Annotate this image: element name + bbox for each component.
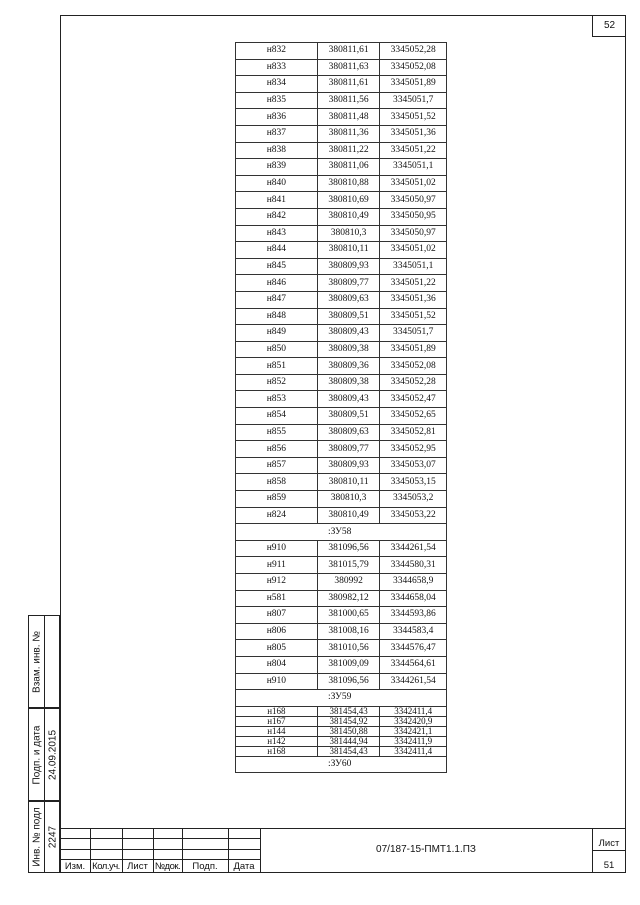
x-coord-cell: 380811,61: [317, 43, 380, 60]
point-id-cell: н824: [236, 507, 318, 524]
x-coord-cell: 380982,12: [317, 590, 380, 607]
y-coord-cell: 3345050,97: [380, 225, 447, 242]
table-row: [236, 208, 447, 225]
x-coord-cell: 381450,88: [317, 726, 380, 736]
point-id-cell: н912: [236, 574, 318, 591]
table-row: [236, 673, 447, 690]
point-id-cell: н846: [236, 275, 318, 292]
y-coord-cell: 3344593,86: [380, 607, 447, 624]
section-label: :ЗУ58: [236, 524, 447, 541]
point-id-cell: н843: [236, 225, 318, 242]
x-coord-cell: 381454,92: [317, 716, 380, 726]
y-coord-cell: 3344261,54: [380, 540, 447, 557]
x-coord-cell: 380809,43: [317, 325, 380, 342]
point-id-cell: н832: [236, 43, 318, 60]
x-coord-cell: 380809,51: [317, 408, 380, 425]
x-coord-cell: 381444,94: [317, 736, 380, 746]
table-row: [236, 640, 447, 657]
y-coord-cell: 3342420,9: [380, 716, 447, 726]
table-row: [236, 706, 447, 716]
x-coord-cell: 380809,38: [317, 374, 380, 391]
side-stamp-vzam: [28, 615, 60, 708]
table-row: [236, 623, 447, 640]
x-coord-cell: 381009,09: [317, 656, 380, 673]
table-row: [236, 125, 447, 142]
point-id-cell: н854: [236, 408, 318, 425]
point-id-cell: н168: [236, 706, 318, 716]
y-coord-cell: 3344564,61: [380, 656, 447, 673]
point-id-cell: н833: [236, 59, 318, 76]
point-id-cell: н911: [236, 557, 318, 574]
point-id-cell: н834: [236, 76, 318, 93]
x-coord-cell: 380811,63: [317, 59, 380, 76]
table-row: [236, 408, 447, 425]
x-coord-cell: 380809,77: [317, 441, 380, 458]
y-coord-cell: 3345052,95: [380, 441, 447, 458]
table-row: [236, 716, 447, 726]
table-row: [236, 242, 447, 259]
title-block: [60, 828, 626, 873]
point-id-cell: н844: [236, 242, 318, 259]
y-coord-cell: 3345051,22: [380, 142, 447, 159]
section-row: [236, 756, 447, 773]
x-coord-cell: 380809,51: [317, 308, 380, 325]
y-coord-cell: 3345052,81: [380, 424, 447, 441]
izm-label: Изм.: [64, 861, 86, 872]
y-coord-cell: 3344658,9: [380, 574, 447, 591]
x-coord-cell: 380992: [317, 574, 380, 591]
y-coord-cell: 3345051,7: [380, 92, 447, 109]
inv-podl-label: Инв. № подл: [31, 807, 42, 867]
x-coord-cell: 381096,56: [317, 673, 380, 690]
x-coord-cell: 380809,38: [317, 341, 380, 358]
x-coord-cell: 380809,63: [317, 424, 380, 441]
table-row: [236, 736, 447, 746]
x-coord-cell: 381096,56: [317, 540, 380, 557]
point-id-cell: н836: [236, 109, 318, 126]
table-row: [236, 175, 447, 192]
table-row: [236, 275, 447, 292]
table-row: [236, 258, 447, 275]
table-row: [236, 325, 447, 342]
y-coord-cell: 3345053,15: [380, 474, 447, 491]
y-coord-cell: 3345051,7: [380, 325, 447, 342]
table-row: [236, 507, 447, 524]
point-id-cell: н842: [236, 208, 318, 225]
point-id-cell: н858: [236, 474, 318, 491]
x-coord-cell: 380811,06: [317, 159, 380, 176]
sheet-label: Лист: [598, 838, 620, 849]
x-coord-cell: 380811,48: [317, 109, 380, 126]
y-coord-cell: 3345053,07: [380, 457, 447, 474]
table-row: [236, 491, 447, 508]
point-id-cell: н859: [236, 491, 318, 508]
table-row: [236, 43, 447, 60]
section-row: [236, 690, 447, 707]
x-coord-cell: 380809,77: [317, 275, 380, 292]
y-coord-cell: 3345051,52: [380, 109, 447, 126]
table-row: [236, 92, 447, 109]
x-coord-cell: 380809,36: [317, 358, 380, 375]
y-coord-cell: 3345052,47: [380, 391, 447, 408]
sheet-number: 51: [603, 860, 615, 871]
section-label: :ЗУ59: [236, 690, 447, 707]
podp-label: Подп.: [192, 861, 218, 872]
ndok-label: №док.: [154, 861, 181, 872]
point-id-cell: н806: [236, 623, 318, 640]
x-coord-cell: 380809,93: [317, 258, 380, 275]
point-id-cell: н845: [236, 258, 318, 275]
x-coord-cell: 381010,56: [317, 640, 380, 657]
table-row: [236, 574, 447, 591]
point-id-cell: н839: [236, 159, 318, 176]
y-coord-cell: 3345051,22: [380, 275, 447, 292]
table-row: [236, 308, 447, 325]
point-id-cell: н142: [236, 736, 318, 746]
table-row: [236, 59, 447, 76]
table-row: [236, 540, 447, 557]
x-coord-cell: 380810,49: [317, 507, 380, 524]
x-coord-cell: 380811,22: [317, 142, 380, 159]
x-coord-cell: 380809,63: [317, 291, 380, 308]
podp-date-value: 24.09.2015: [47, 729, 59, 780]
point-id-cell: н805: [236, 640, 318, 657]
table-row: [236, 374, 447, 391]
x-coord-cell: 380810,3: [317, 225, 380, 242]
y-coord-cell: 3345052,08: [380, 59, 447, 76]
x-coord-cell: 381454,43: [317, 746, 380, 756]
y-coord-cell: 3345051,1: [380, 159, 447, 176]
x-coord-cell: 380810,69: [317, 192, 380, 209]
table-row: [236, 441, 447, 458]
podp-data-label: Подп. и дата: [31, 725, 42, 784]
y-coord-cell: 3345050,97: [380, 192, 447, 209]
side-stamp-podp: [28, 708, 60, 801]
table-row: [236, 76, 447, 93]
x-coord-cell: 380810,11: [317, 474, 380, 491]
y-coord-cell: 3345051,02: [380, 242, 447, 259]
point-id-cell: н167: [236, 716, 318, 726]
y-coord-cell: 3345051,52: [380, 308, 447, 325]
x-coord-cell: 380810,88: [317, 175, 380, 192]
y-coord-cell: 3345052,28: [380, 43, 447, 60]
y-coord-cell: 3345051,36: [380, 125, 447, 142]
point-id-cell: н849: [236, 325, 318, 342]
table-row: [236, 291, 447, 308]
y-coord-cell: 3342411,4: [380, 746, 447, 756]
section-label: :ЗУ60: [236, 756, 447, 773]
y-coord-cell: 3344261,54: [380, 673, 447, 690]
table-row: [236, 358, 447, 375]
y-coord-cell: 3345051,02: [380, 175, 447, 192]
y-coord-cell: 3345052,28: [380, 374, 447, 391]
y-coord-cell: 3345052,65: [380, 408, 447, 425]
koluch-label: Кол.уч.: [92, 861, 120, 872]
x-coord-cell: 381000,65: [317, 607, 380, 624]
table-row: [236, 457, 447, 474]
x-coord-cell: 381008,16: [317, 623, 380, 640]
y-coord-cell: 3345051,1: [380, 258, 447, 275]
y-coord-cell: 3344583,4: [380, 623, 447, 640]
point-id-cell: н910: [236, 540, 318, 557]
point-id-cell: н851: [236, 358, 318, 375]
y-coord-cell: 3345051,36: [380, 291, 447, 308]
point-id-cell: н853: [236, 391, 318, 408]
y-coord-cell: 3345052,08: [380, 358, 447, 375]
table-row: [236, 590, 447, 607]
point-id-cell: н840: [236, 175, 318, 192]
point-id-cell: н852: [236, 374, 318, 391]
table-row: [236, 557, 447, 574]
point-id-cell: н847: [236, 291, 318, 308]
y-coord-cell: 3345053,2: [380, 491, 447, 508]
document-code: 07/187-15-ПМТ1.1.ПЗ: [376, 844, 476, 855]
point-id-cell: н807: [236, 607, 318, 624]
table-row: [236, 142, 447, 159]
x-coord-cell: 380810,3: [317, 491, 380, 508]
table-row: [236, 109, 447, 126]
coordinates-table: [235, 42, 447, 773]
point-id-cell: н850: [236, 341, 318, 358]
point-id-cell: н835: [236, 92, 318, 109]
point-id-cell: н168: [236, 746, 318, 756]
x-coord-cell: 380809,43: [317, 391, 380, 408]
table-row: [236, 474, 447, 491]
table-row: [236, 726, 447, 736]
y-coord-cell: 3345051,89: [380, 341, 447, 358]
vzam-label: Взам. инв. №: [31, 630, 42, 693]
point-id-cell: н837: [236, 125, 318, 142]
x-coord-cell: 380809,93: [317, 457, 380, 474]
x-coord-cell: 380810,11: [317, 242, 380, 259]
y-coord-cell: 3342421,1: [380, 726, 447, 736]
table-row: [236, 607, 447, 624]
point-id-cell: н841: [236, 192, 318, 209]
point-id-cell: н910: [236, 673, 318, 690]
x-coord-cell: 381015,79: [317, 557, 380, 574]
table-row: [236, 192, 447, 209]
y-coord-cell: 3342411,4: [380, 706, 447, 716]
table-row: [236, 656, 447, 673]
table-row: [236, 746, 447, 756]
inv-podl-value: 2247: [47, 825, 59, 849]
table-row: [236, 391, 447, 408]
table-row: [236, 424, 447, 441]
side-stamp-inv: [28, 801, 60, 873]
x-coord-cell: 380810,49: [317, 208, 380, 225]
list-col-label: Лист: [127, 861, 148, 872]
page-number-top: 52: [592, 15, 626, 37]
data-label: Дата: [233, 861, 255, 872]
y-coord-cell: 3342411,9: [380, 736, 447, 746]
point-id-cell: н856: [236, 441, 318, 458]
point-id-cell: н855: [236, 424, 318, 441]
x-coord-cell: 381454,43: [317, 706, 380, 716]
section-row: [236, 524, 447, 541]
point-id-cell: н581: [236, 590, 318, 607]
point-id-cell: н838: [236, 142, 318, 159]
y-coord-cell: 3344658,04: [380, 590, 447, 607]
y-coord-cell: 3345050,95: [380, 208, 447, 225]
point-id-cell: н804: [236, 656, 318, 673]
point-id-cell: н144: [236, 726, 318, 736]
x-coord-cell: 380811,36: [317, 125, 380, 142]
y-coord-cell: 3344580,31: [380, 557, 447, 574]
point-id-cell: н857: [236, 457, 318, 474]
table-row: [236, 341, 447, 358]
y-coord-cell: 3345053,22: [380, 507, 447, 524]
x-coord-cell: 380811,56: [317, 92, 380, 109]
y-coord-cell: 3344576,47: [380, 640, 447, 657]
point-id-cell: н848: [236, 308, 318, 325]
y-coord-cell: 3345051,89: [380, 76, 447, 93]
x-coord-cell: 380811,61: [317, 76, 380, 93]
table-row: [236, 225, 447, 242]
table-row: [236, 159, 447, 176]
